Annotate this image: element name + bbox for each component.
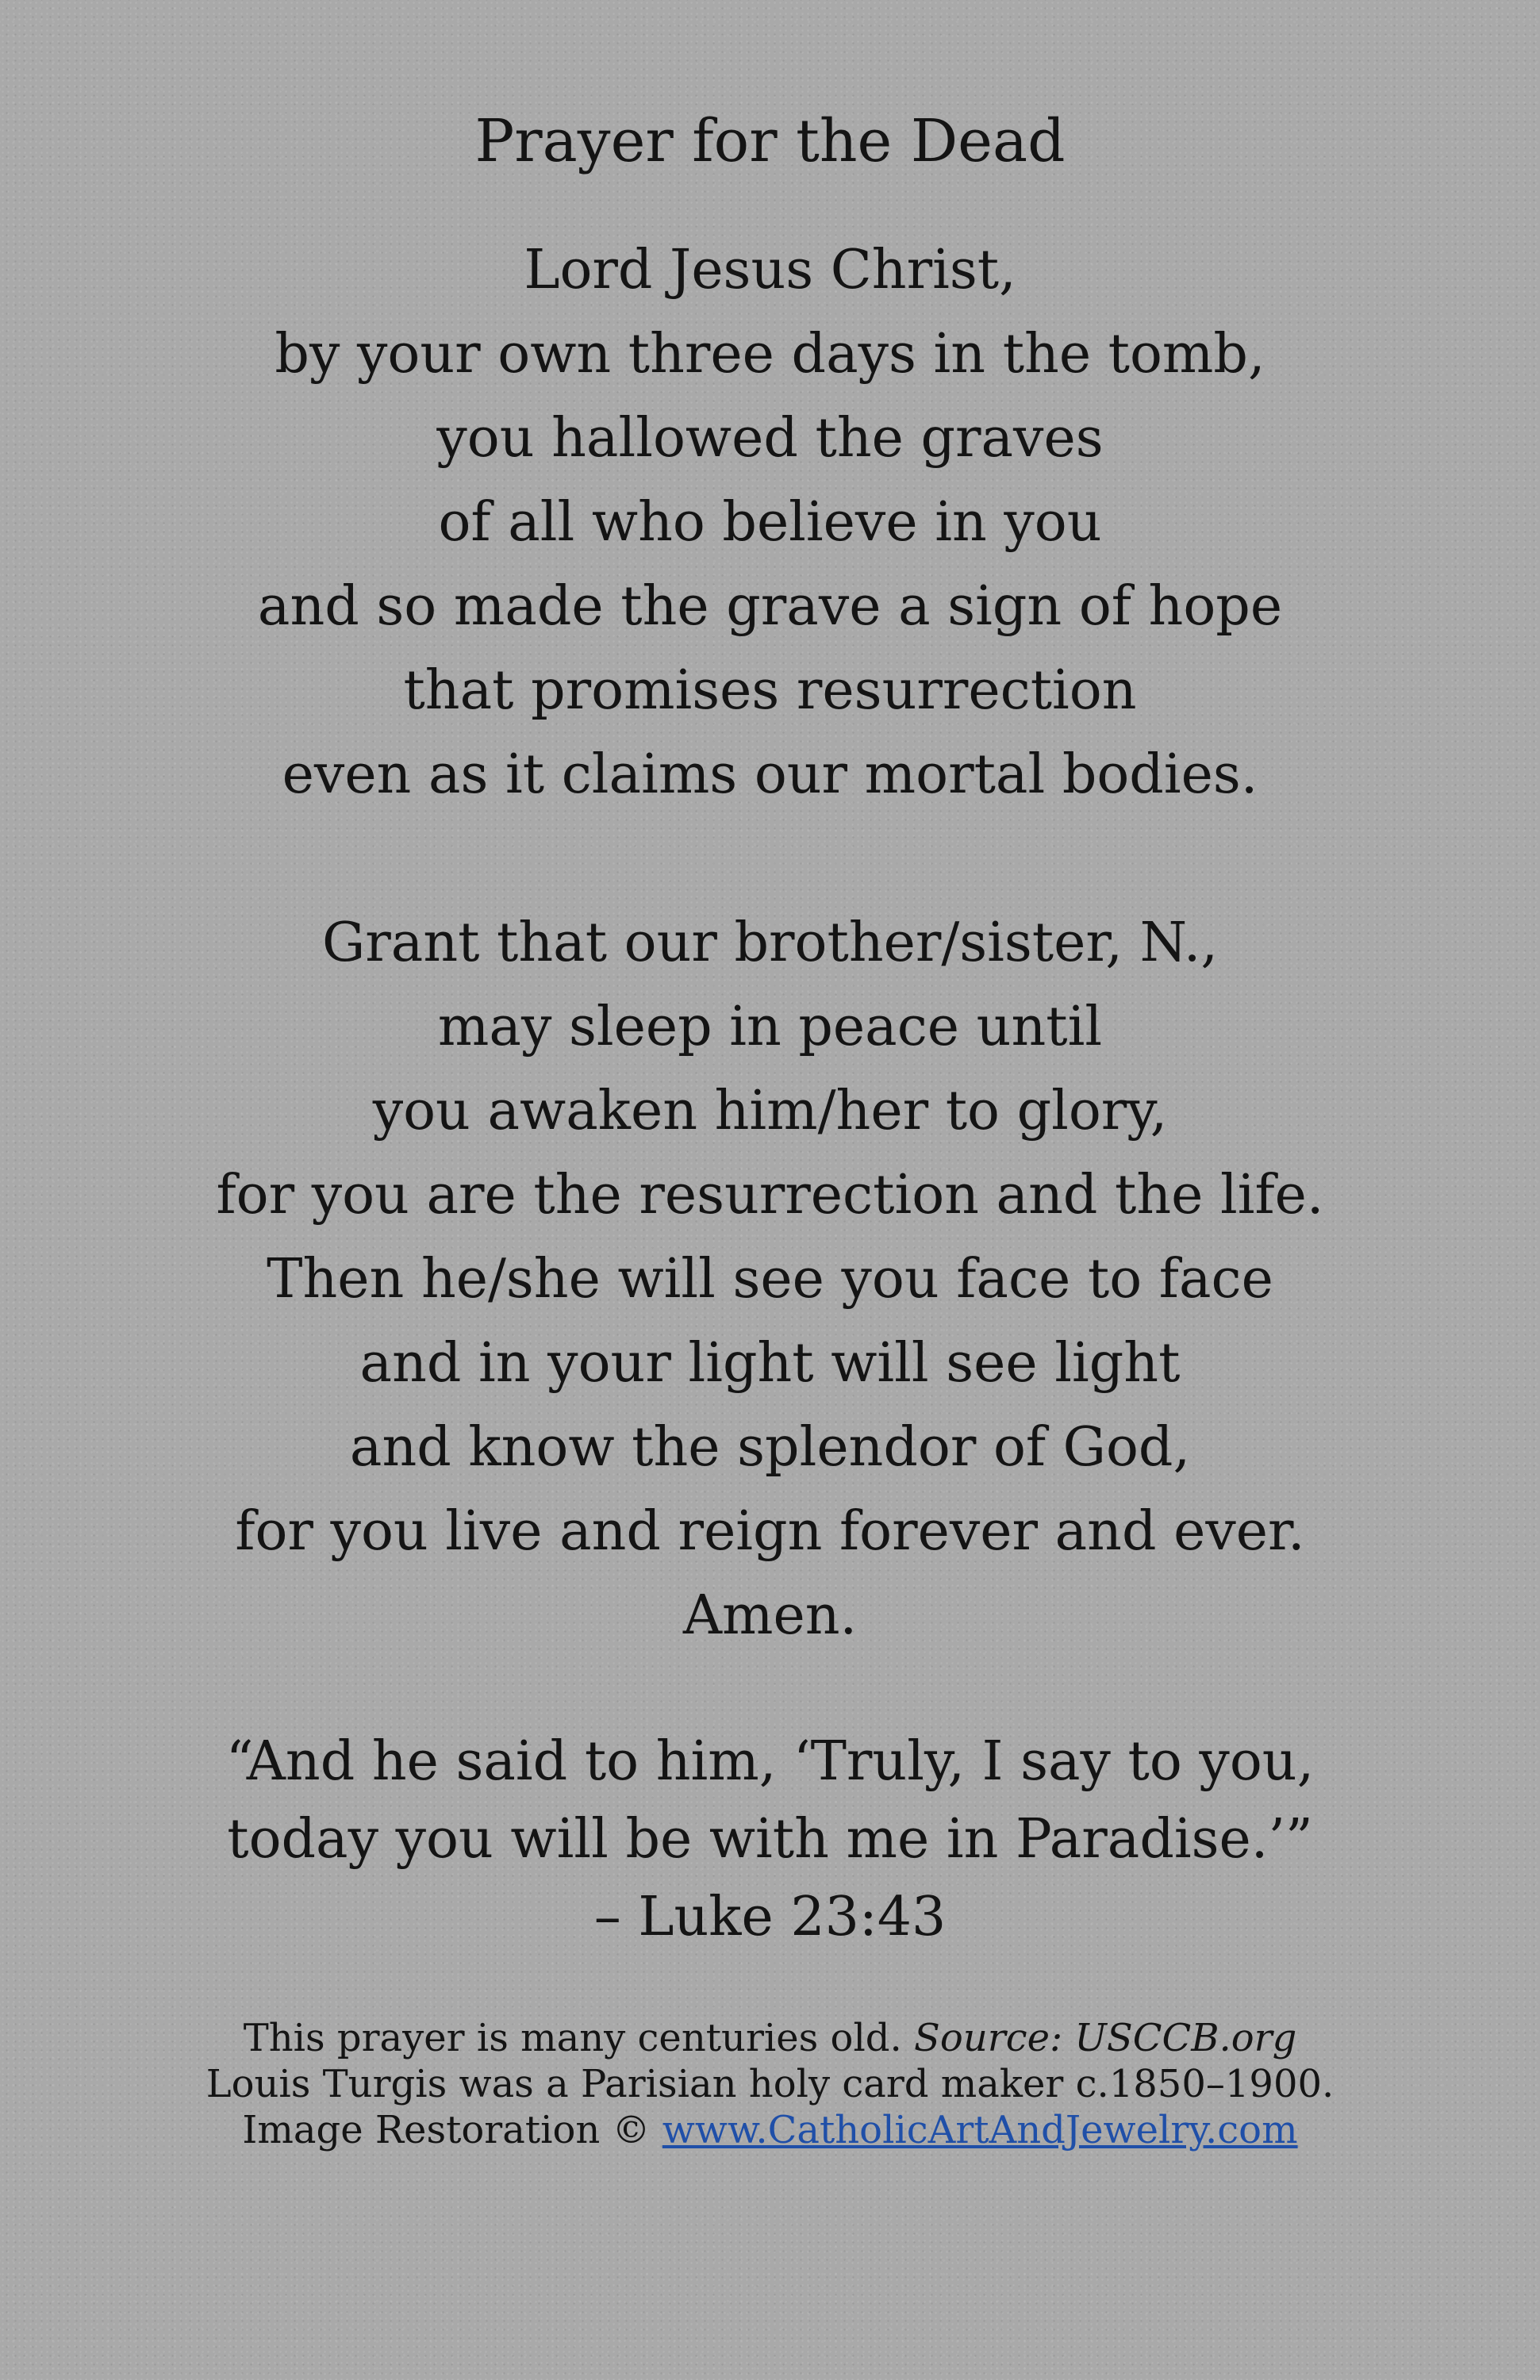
prayer-stanza-2 xyxy=(0,901,1540,1658)
prayer-line: and know the splendor of God, xyxy=(349,1416,1191,1479)
credit-restoration-text: Image Restoration © xyxy=(242,2108,651,2152)
prayer-line: for you live and reign forever and ever. xyxy=(235,1500,1305,1563)
prayer-line: and so made the grave a sign of hope xyxy=(257,575,1283,638)
prayer-line: Grant that our brother/sister, N., xyxy=(321,912,1219,974)
prayer-line: Then he/she will see you face to face xyxy=(267,1248,1273,1311)
quote-line: today you will be with me in Paradise.’” xyxy=(227,1808,1313,1871)
prayer-line: by your own three days in the tomb, xyxy=(275,323,1265,386)
scripture-quote xyxy=(0,1723,1540,1956)
prayer-line: you hallowed the graves xyxy=(436,407,1104,470)
prayer-line: may sleep in peace until xyxy=(437,996,1103,1058)
credit-age-text: This prayer is many centuries old. xyxy=(243,2016,902,2060)
prayer-line: Lord Jesus Christ, xyxy=(524,239,1016,301)
credit-source: Source: USCCB.org xyxy=(914,2016,1297,2060)
website-link[interactable]: www.CatholicArtAndJewelry.com xyxy=(662,2108,1298,2152)
prayer-line: that promises resurrection xyxy=(403,659,1137,722)
credit-line-restoration xyxy=(0,2107,1540,2153)
prayer-amen: Amen. xyxy=(682,1584,858,1647)
quote-citation: – Luke 23:43 xyxy=(593,1886,947,1948)
credit-line-artist: Louis Turgis was a Parisian holy card maker c.1850–1900. xyxy=(205,2062,1335,2106)
prayer-line: you awaken him/her to glory, xyxy=(372,1080,1168,1142)
prayer-title: Prayer for the Dead xyxy=(474,107,1066,175)
prayer-stanza-1 xyxy=(0,228,1540,817)
prayer-line: for you are the resurrection and the life. xyxy=(216,1164,1324,1226)
credits xyxy=(0,2015,1540,2153)
quote-line: “And he said to him, ‘Truly, I say to you, xyxy=(225,1730,1315,1793)
prayer-line: and in your light will see light xyxy=(359,1332,1181,1395)
prayer-line: even as it claims our mortal bodies. xyxy=(282,743,1258,806)
credit-line-age xyxy=(0,2015,1540,2061)
prayer-line: of all who believe in you xyxy=(438,491,1102,554)
